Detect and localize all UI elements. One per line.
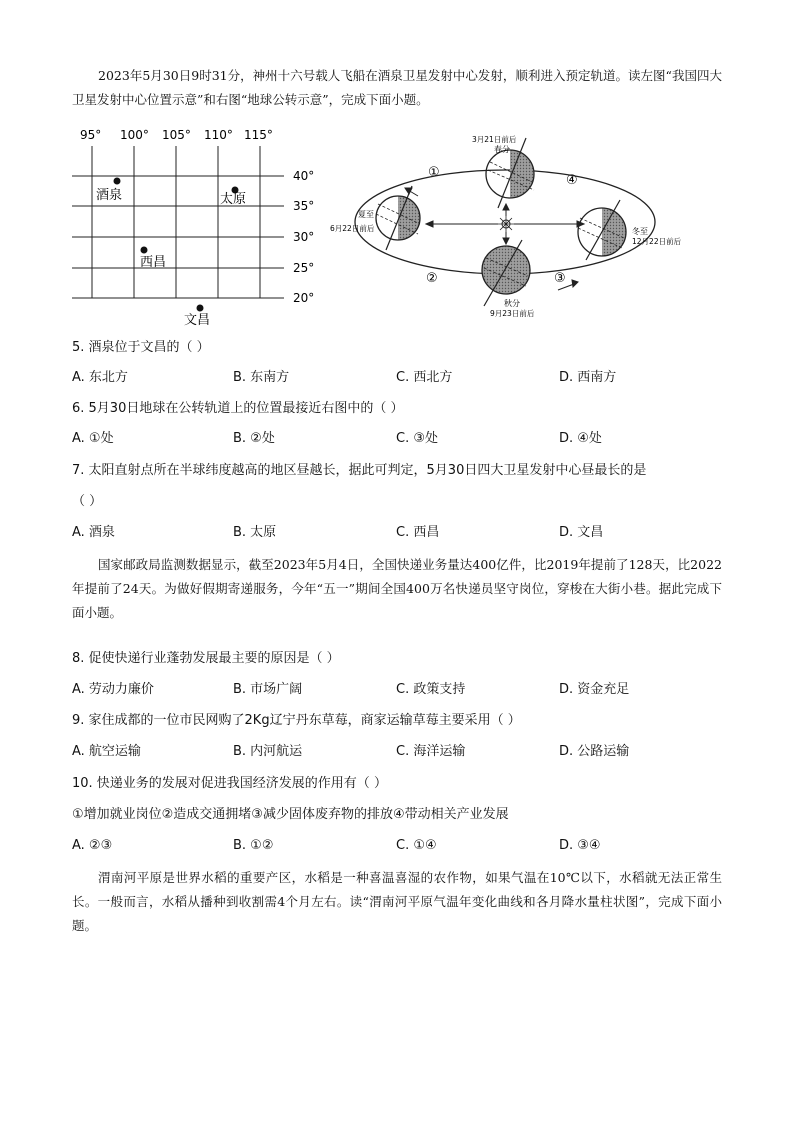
q10-option-c[interactable]: C. ①④ (396, 838, 437, 853)
position-4-label: ④ (566, 173, 578, 188)
launch-centers-map (72, 126, 322, 326)
spring-name: 春分 (494, 145, 510, 154)
q10-option-b[interactable]: B. ①② (233, 838, 274, 853)
winter-name: 冬至 (632, 227, 648, 236)
q7-option-c[interactable]: C. 西昌 (396, 525, 440, 540)
q9-option-d[interactable]: D. 公路运输 (559, 744, 630, 759)
earth-summer (376, 186, 420, 250)
lon-label-110: 110° (204, 128, 233, 142)
question-8-options (72, 680, 732, 700)
q5-option-b[interactable]: B. 东南方 (233, 370, 290, 385)
lat-label-35: 35° (293, 199, 315, 213)
q6-option-c[interactable]: C. ③处 (396, 431, 438, 446)
sun-icon (498, 216, 514, 232)
question-10-stem: 10. 快递业务的发展对促进我国经济发展的作用有（ ） (72, 776, 387, 791)
q5-option-a[interactable]: A. 东北方 (72, 370, 128, 385)
q7-option-b[interactable]: B. 太原 (233, 525, 277, 540)
lat-label-25: 25° (293, 261, 315, 275)
q7-option-a[interactable]: A. 酒泉 (72, 525, 115, 540)
question-7-options (72, 523, 732, 543)
question-10-options (72, 836, 732, 856)
wenchang-dot (197, 305, 204, 312)
lat-label-40: 40° (293, 169, 315, 183)
question-6-options (72, 429, 732, 449)
q5-option-c[interactable]: C. 西北方 (396, 370, 453, 385)
jiuquan-label: 酒泉 (96, 188, 123, 203)
q9-option-c[interactable]: C. 海洋运输 (396, 744, 466, 759)
q6-option-b[interactable]: B. ②处 (233, 431, 275, 446)
lon-label-105: 105° (162, 128, 191, 142)
intro-paragraph-2: 国家邮政局监测数据显示，截至2023年5月4日，全国快递业务量达400亿件，比2019年提前了128天，比2022年提前了24天。为做好假期寄递服务，今年“五一”期间全国400万名快递员坚守岗位，穿梭在大街小巷。据此完成下面小题。 (72, 557, 722, 620)
q10-option-d[interactable]: D. ③④ (559, 838, 601, 853)
map-grid (72, 146, 284, 298)
question-6-stem: 6. 5月30日地球在公转轨道上的位置最接近右图中的（ ） (72, 401, 404, 416)
position-2-label: ② (426, 271, 438, 286)
xichang-label: 西昌 (140, 255, 167, 270)
winter-date: 12月22日前后 (632, 237, 682, 246)
q5-option-d[interactable]: D. 西南方 (559, 370, 617, 385)
intro-paragraph-1: 2023年5月30日9时31分，神州十六号载人飞船在酒泉卫星发射中心发射，顺利进入预定轨道。读左图“我国四大卫星发射中心位置示意”和右图“地球公转示意”，完成下面小题。 (72, 68, 722, 107)
question-10-statements: ①增加就业岗位②造成交通拥堵③减少固体废弃物的排放④带动相关产业发展 (72, 807, 509, 822)
q8-option-a[interactable]: A. 劳动力廉价 (72, 682, 154, 697)
q7-option-d[interactable]: D. 文昌 (559, 525, 604, 540)
wenchang-label: 文昌 (184, 313, 211, 326)
position-3-label: ③ (554, 271, 566, 286)
question-9-stem: 9. 家住成都的一位市民网购了2Kg辽宁丹东草莓，商家运输草莓主要采用（ ） (72, 713, 521, 728)
q10-option-a[interactable]: A. ②③ (72, 838, 113, 853)
q6-option-a[interactable]: A. ①处 (72, 431, 114, 446)
earth-revolution-diagram (330, 128, 722, 324)
summer-date: 6月22日前后 (330, 224, 375, 233)
spring-date: 3月21日前后 (472, 135, 517, 144)
earth-winter (578, 200, 626, 260)
lon-label-95: 95° (80, 128, 102, 142)
lat-label-20: 20° (293, 291, 315, 305)
question-7-stem: 7. 太阳直射点所在半球纬度越高的地区昼越长，据此可判定，5月30日四大卫星发射中心昼最长的是 (72, 463, 647, 478)
question-8-stem: 8. 促使快递行业蓬勃发展最主要的原因是（ ） (72, 651, 340, 666)
lon-label-100: 100° (120, 128, 149, 142)
question-9-options (72, 742, 732, 762)
summer-name: 夏至 (358, 210, 374, 219)
taiyuan-label: 太原 (220, 192, 247, 207)
q8-option-b[interactable]: B. 市场广阔 (233, 682, 303, 697)
xichang-dot (141, 247, 148, 254)
earth-autumn (482, 240, 530, 306)
autumn-date: 9月23日前后 (490, 309, 535, 318)
q8-option-d[interactable]: D. 资金充足 (559, 682, 630, 697)
question-5-stem: 5. 酒泉位于文昌的（ ） (72, 340, 210, 355)
jiuquan-dot (114, 178, 121, 185)
q9-option-b[interactable]: B. 内河航运 (233, 744, 303, 759)
q8-option-c[interactable]: C. 政策支持 (396, 682, 466, 697)
lon-label-115: 115° (244, 128, 273, 142)
autumn-name: 秋分 (504, 299, 520, 308)
position-1-label: ① (428, 165, 440, 180)
q6-option-d[interactable]: D. ④处 (559, 431, 602, 446)
lat-label-30: 30° (293, 230, 315, 244)
question-5-options (72, 368, 732, 388)
q9-option-a[interactable]: A. 航空运输 (72, 744, 141, 759)
question-7-stem-blank: （ ） (72, 494, 103, 509)
intro-paragraph-3: 渭南河平原是世界水稻的重要产区，水稻是一种喜温喜湿的农作物，如果气温在10℃以下，水稻就无法正常生长。一般而言，水稻从播种到收割需4个月左右。读“渭南河平原气温年变化曲线和各月降水量柱状图”，完成下面小题。 (72, 870, 722, 933)
